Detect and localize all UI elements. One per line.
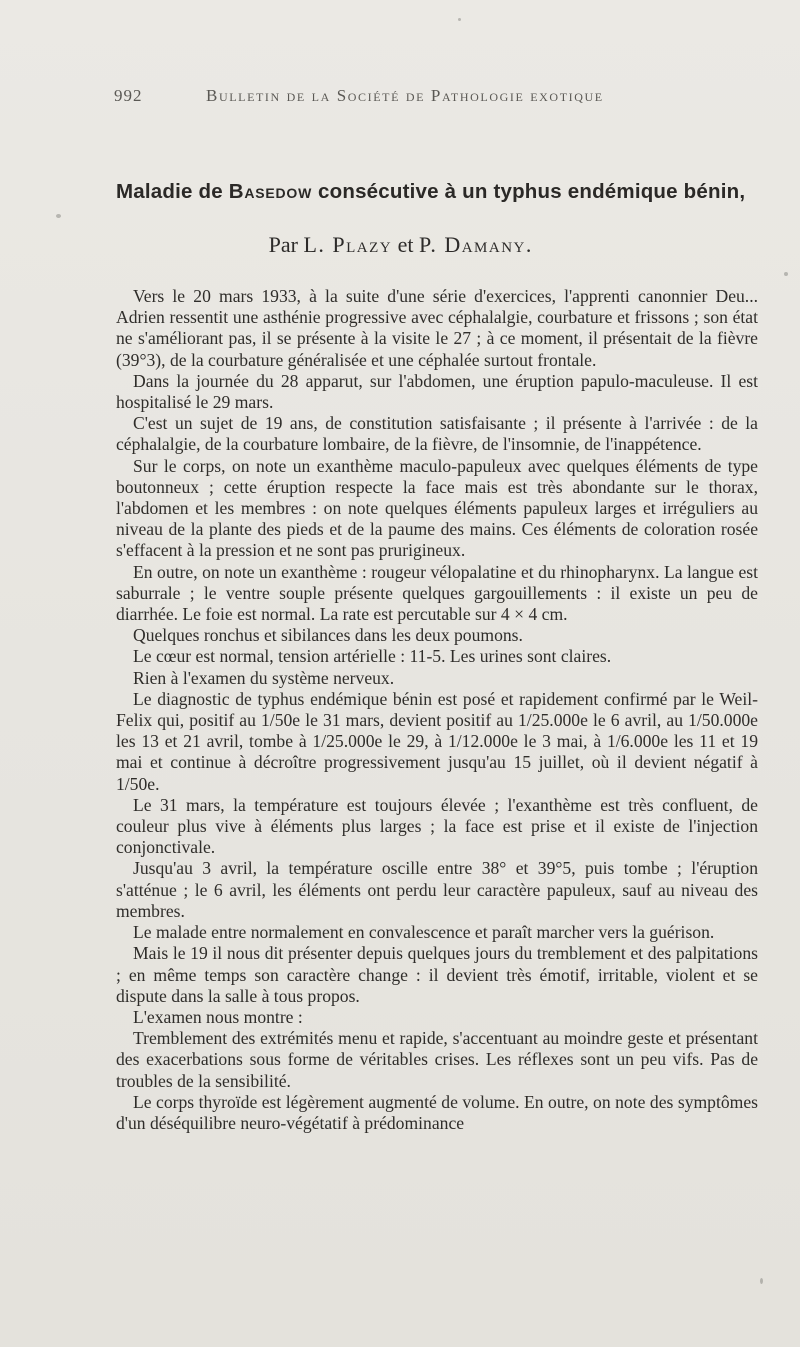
paragraph: Sur le corps, on note un exanthème maculo-papuleux avec quelques éléments de type boutonneux ; cette éruption respecte la face mais est très abondante sur le thorax, l'abdomen et les membres : on note quelques éléments papuleux larges et irréguliers au niveau de la plante des pieds et de la paume des mains. Ces éléments de coloration rosée s'effacent à la pression et ne sont pas prurigineux.: [116, 455, 758, 561]
paragraph: Le malade entre normalement en convalescence et paraît marcher vers la guérison.: [133, 922, 715, 943]
print-speck: [458, 18, 461, 21]
title-part1: Maladie de: [116, 180, 229, 203]
page-number: 992: [114, 86, 143, 105]
article-body: [116, 286, 758, 1134]
paragraph: Le corps thyroïde est légèrement augmenté de volume. En outre, on note des symptômes d'un déséquilibre neuro-végétatif à prédominance: [116, 1091, 758, 1133]
article-title: [116, 180, 776, 204]
print-speck: [56, 214, 61, 218]
paragraph: Dans la journée du 28 apparut, sur l'abdomen, une éruption papulo-maculeuse. Il est hospitalisé le 29 mars.: [116, 370, 758, 413]
paragraph: Le diagnostic de typhus endémique bénin est posé et rapidement confirmé par le Weil-Felix qui, positif au 1/50e le 31 mars, devient positif au 1/25.000e le 6 avril, au 1/50.000e les 13 et 21 avril, tombe à 1/25.000e le 29, à 1/12.000e le 3 mai, à 1/6.000e les 11 et 19 mai et continue à décroître progressivement jusqu'au 15 juillet, où il devient négatif à 1/50e.: [116, 688, 758, 794]
paragraph: En outre, on note un exanthème : rougeur vélopalatine et du rhinopharynx. La langue est saburrale ; le ventre souple présente quelques gargouillements : il existe un peu de diarrhée. Le foie est normal. La rate est percutable sur 4 × 4 cm.: [116, 561, 758, 625]
print-speck: [784, 272, 788, 276]
running-head: [114, 86, 754, 108]
byline-prefix: Par: [268, 232, 304, 257]
title-name: Basedow: [228, 180, 313, 203]
paragraph: Rien à l'examen du système nerveux.: [133, 667, 395, 688]
paragraph: C'est un sujet de 19 ans, de constitution satisfaisante ; il présente à l'arrivée : de la céphalalgie, de la courbature lombaire, de la fièvre, de l'insomnie, de l'inappétence.: [116, 413, 758, 455]
author-2: P. Damany: [419, 232, 526, 257]
byline: [0, 232, 800, 258]
paragraph: Le cœur est normal, tension artérielle : 11-5. Les urines sont claires.: [133, 646, 612, 667]
print-speck: [760, 1278, 763, 1284]
paragraph: Mais le 19 il nous dit présenter depuis quelques jours du tremblement et des palpitations ; en même temps son caractère change : il devient très émotif, irritable, violent et se dispute dans la salle à tous propos.: [116, 943, 758, 1006]
paragraph: Jusqu'au 3 avril, la température oscille entre 38° et 39°5, puis tombe ; l'éruption s'atténue ; le 6 avril, les éléments ont perdu leur caractère papuleux, sauf au niveau des membres.: [116, 858, 758, 921]
paragraph: L'examen nous montre :: [133, 1006, 303, 1027]
byline-and: et: [392, 232, 420, 257]
title-part2: consécutive à un typhus endémique bénin,: [312, 180, 746, 203]
byline-suffix: .: [525, 232, 532, 257]
journal-title: Bulletin de la Société de Pathologie exotique: [206, 86, 604, 105]
paragraph: Tremblement des extrémités menu et rapide, s'accentuant au moindre geste et présentant des exacerbations sous forme de véritables crises. Les réflexes sont un peu vifs. Pas de troubles de la sensibilité.: [116, 1028, 758, 1091]
author-1: L. Plazy: [303, 232, 393, 257]
paragraph: Vers le 20 mars 1933, à la suite d'une série d'exercices, l'apprenti canonnier Deu... Adrien ressentit une asthénie progressive avec céphalalgie, courbature et frissons ; son état ne s'améliorant pas, il se présente à la visite le 27 ; à ce moment, il présentait de la fièvre (39°3), de la courbature généralisée et une céphalée surtout frontale.: [116, 286, 758, 370]
paragraph: Quelques ronchus et sibilances dans les deux poumons.: [133, 625, 523, 646]
paragraph: Le 31 mars, la température est toujours élevée ; l'exanthème est très confluent, de couleur plus vive à éléments plus larges ; la face est prise et il existe de l'injection conjonctivale.: [116, 794, 758, 858]
